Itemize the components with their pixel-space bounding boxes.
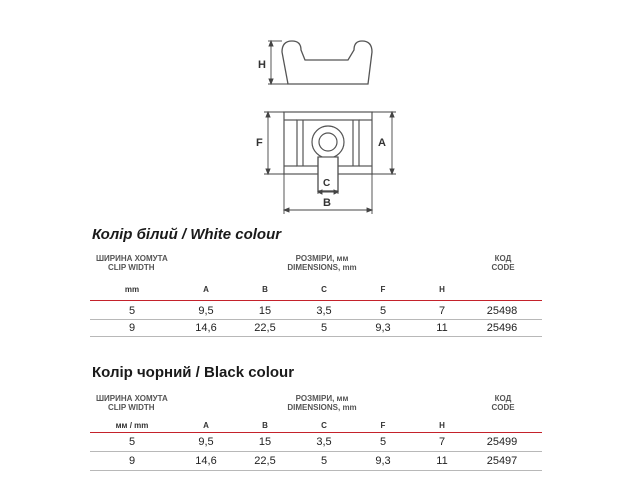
cell-clip-width: 9 (128, 322, 136, 334)
cell-h: 7 (438, 436, 446, 448)
row-divider (90, 319, 542, 320)
cell-b: 22,5 (254, 322, 276, 334)
cell-a: 9,5 (198, 305, 214, 317)
cell-code: 25498 (486, 305, 518, 317)
subheader-c: C (321, 285, 327, 294)
tie-mount-drawing (0, 0, 640, 220)
cell-clip-width: 5 (128, 305, 136, 317)
dim-label-a: A (378, 137, 386, 149)
subheader-b: B (262, 421, 268, 430)
subheader-b: B (262, 285, 268, 294)
header-divider (90, 300, 542, 301)
dim-label-h: H (258, 59, 266, 71)
cell-f: 5 (379, 436, 387, 448)
white-colour-title: Колір білий / White colour (92, 226, 282, 243)
code-header-ua: КОД (494, 394, 512, 403)
cell-h: 11 (436, 322, 448, 334)
dimensions-header-ua: РОЗМІРИ, мм (295, 394, 349, 403)
dimensions-header-en: DIMENSIONS, mm (287, 263, 357, 272)
dim-label-c: C (323, 178, 331, 189)
code-header-en: CODE (491, 403, 515, 412)
cell-code: 25497 (486, 455, 518, 467)
cell-b: 15 (258, 436, 272, 448)
subheader-f: F (380, 285, 386, 294)
code-header-en: CODE (491, 263, 515, 272)
cell-a: 14,6 (195, 455, 217, 467)
cell-code: 25496 (486, 322, 518, 334)
row-divider (90, 470, 542, 471)
subheader-mm: mm (124, 285, 140, 294)
black-colour-title: Колір чорний / Black colour (92, 364, 295, 381)
dimensions-header-en: DIMENSIONS, mm (287, 403, 357, 412)
subheader-mm: мм / mm (115, 421, 149, 430)
subheader-f: F (380, 421, 386, 430)
cell-c: 5 (320, 455, 328, 467)
clip-width-header-ua: ШИРИНА ХОМУТА (96, 394, 168, 403)
clip-width-header-en: CLIP WIDTH (108, 263, 155, 272)
cell-f: 9,3 (375, 455, 391, 467)
table-row (0, 305, 640, 319)
cell-c: 3,5 (316, 305, 332, 317)
code-header-ua: КОД (494, 254, 512, 263)
subheader-c: C (321, 421, 327, 430)
subheader-h: H (439, 285, 445, 294)
clip-width-header-en: CLIP WIDTH (108, 403, 155, 412)
cell-c: 5 (320, 322, 328, 334)
cell-b: 15 (258, 305, 272, 317)
dimension-f (264, 112, 284, 174)
dim-label-b: B (323, 197, 331, 209)
dim-label-f: F (256, 137, 263, 149)
cell-code: 25499 (486, 436, 518, 448)
subheader-a: A (203, 285, 209, 294)
subheader-h: H (439, 421, 445, 430)
cell-h: 7 (438, 305, 446, 317)
row-divider (90, 336, 542, 337)
cell-c: 3,5 (316, 436, 332, 448)
cell-f: 9,3 (375, 322, 391, 334)
row-divider (90, 451, 542, 452)
cell-a: 9,5 (198, 436, 214, 448)
cell-h: 11 (436, 455, 448, 467)
side-view (282, 41, 372, 84)
table-row (0, 455, 640, 469)
clip-width-header-ua: ШИРИНА ХОМУТА (96, 254, 168, 263)
cell-a: 14,6 (195, 322, 217, 334)
cell-clip-width: 9 (128, 455, 136, 467)
cell-f: 5 (379, 305, 387, 317)
cell-clip-width: 5 (128, 436, 136, 448)
subheader-a: A (203, 421, 209, 430)
header-divider (90, 432, 542, 433)
cell-b: 22,5 (254, 455, 276, 467)
table-row (0, 436, 640, 450)
dimensions-header-ua: РОЗМІРИ, мм (295, 254, 349, 263)
table-row (0, 322, 640, 336)
